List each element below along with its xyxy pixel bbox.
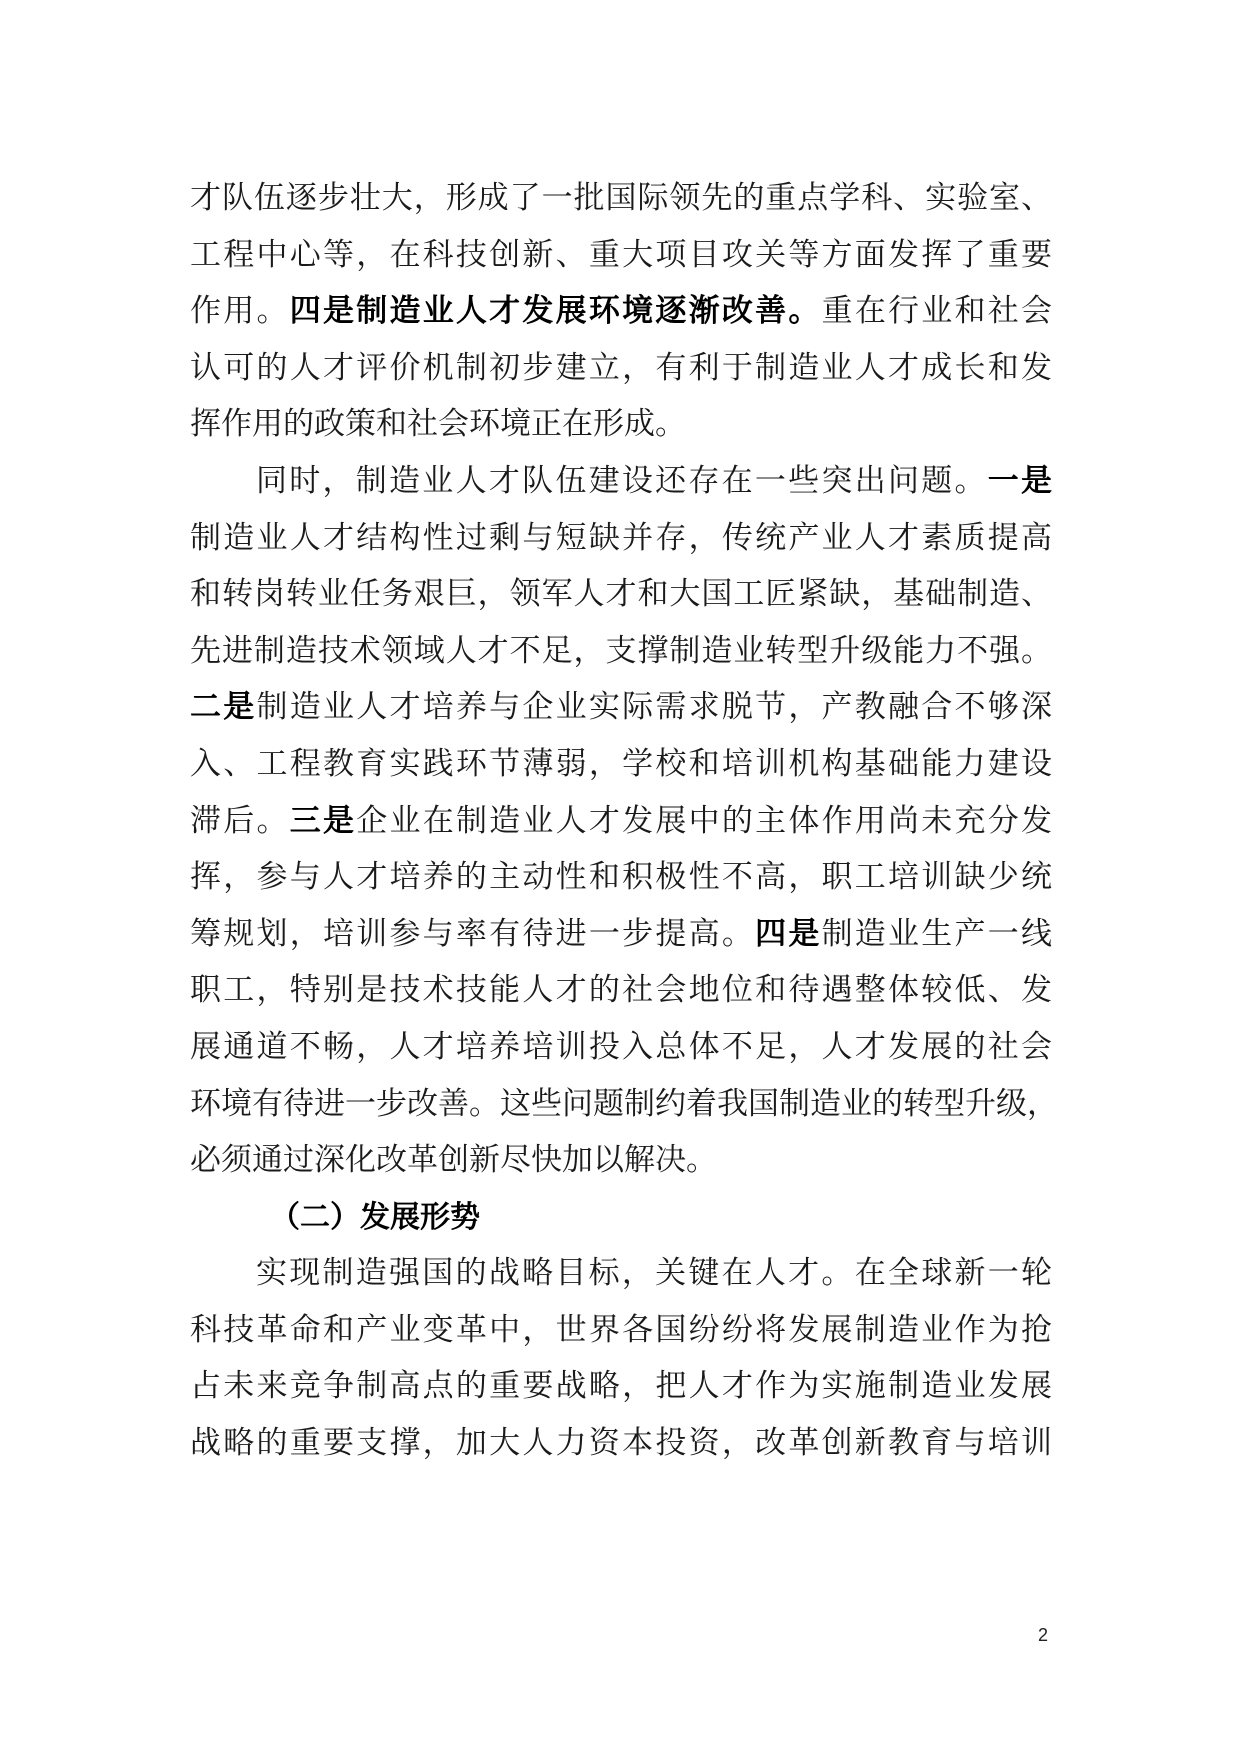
body-text: 战略的重要支撑，加大人力资本投资，改革创新教育与培训 — [190, 1425, 1052, 1462]
body-text: 科技革命和产业变革中，世界各国纷纷将发展制造业作为抢 — [190, 1311, 1052, 1348]
bold-text: 四是 — [755, 915, 822, 952]
body-text: 挥，参与人才培养的主动性和积极性不高，职工培训缺少统 — [190, 859, 1052, 896]
body-text: 和转岗转业任务艰巨，领军人才和大国工匠紧缺，基础制造、 — [190, 576, 1052, 613]
bold-text: 二是 — [190, 689, 257, 726]
text-line — [190, 566, 1052, 623]
text-line — [190, 340, 1052, 397]
body-text: 职工，特别是技术技能人才的社会地位和待遇整体较低、发 — [190, 972, 1052, 1009]
section-heading — [190, 1189, 1052, 1246]
text-line — [190, 962, 1052, 1019]
body-text: 挥作用的政策和社会环境正在形成。 — [190, 406, 686, 443]
body-text: 制造业生产一线 — [821, 915, 1053, 952]
text-line — [190, 1358, 1052, 1415]
text-line — [190, 283, 1052, 340]
body-text: 实现制造强国的战略目标，关键在人才。在全球新一轮 — [256, 1255, 1052, 1292]
text-line — [190, 623, 1052, 680]
body-text: 工程中心等，在科技创新、重大项目攻关等方面发挥了重要 — [190, 236, 1052, 273]
body-text: 占未来竞争制高点的重要战略，把人才作为实施制造业发展 — [190, 1368, 1052, 1405]
bold-text: 四是制造业人才发展环境逐渐改善。 — [289, 293, 822, 330]
text-line — [190, 510, 1052, 567]
body-text: 制造业人才结构性过剩与短缺并存，传统产业人才素质提高 — [190, 519, 1052, 556]
text-line — [190, 396, 1052, 453]
body-text: 必须通过深化改革创新尽快加以解决。 — [190, 1142, 717, 1179]
text-line — [190, 1076, 1058, 1133]
body-text: 认可的人才评价机制初步建立，有利于制造业人才成长和发 — [190, 349, 1052, 386]
bold-text: 一是 — [987, 462, 1053, 499]
body-text: 环境有待进一步改善。这些问题制约着我国制造业的转型升级， — [190, 1085, 1058, 1122]
text-line — [190, 906, 1052, 963]
text-line — [190, 170, 1052, 227]
text-line — [190, 849, 1052, 906]
text-line — [190, 227, 1052, 284]
bold-text: （二）发展形势 — [270, 1199, 480, 1235]
body-text: 才队伍逐步壮大，形成了一批国际领先的重点学科、实验室、 — [190, 180, 1052, 216]
body-text: 展通道不畅，人才培养培训投入总体不足，人才发展的社会 — [190, 1028, 1052, 1065]
text-line — [190, 1019, 1052, 1076]
body-text: 筹规划，培训参与率有待进一步提高。 — [190, 915, 756, 952]
body-text: 作用。 — [190, 293, 290, 330]
text-line — [190, 1302, 1052, 1359]
body-text: 先进制造技术领域人才不足，支撑制造业转型升级能力不强。 — [190, 632, 1052, 669]
body-text: 滞后。 — [190, 802, 290, 839]
bold-text: 三是 — [289, 802, 357, 839]
page-number: 2 — [1038, 1625, 1049, 1645]
text-line — [190, 453, 1052, 510]
body-text: 重在行业和社会 — [821, 293, 1053, 330]
body-text: 同时，制造业人才队伍建设还存在一些突出问题。 — [256, 462, 988, 499]
body-text: 制造业人才培养与企业实际需求脱节，产教融合不够深 — [256, 689, 1053, 726]
text-line — [190, 1245, 1052, 1302]
text-line — [190, 1415, 1052, 1472]
text-line — [190, 736, 1052, 793]
text-line — [190, 793, 1052, 850]
text-line — [190, 679, 1052, 736]
text-line — [190, 1132, 1052, 1189]
body-text: 入、工程教育实践环节薄弱，学校和培训机构基础能力建设 — [190, 745, 1052, 782]
body-text: 企业在制造业人才发展中的主体作用尚未充分发 — [356, 802, 1053, 839]
document-body — [190, 170, 1058, 1472]
